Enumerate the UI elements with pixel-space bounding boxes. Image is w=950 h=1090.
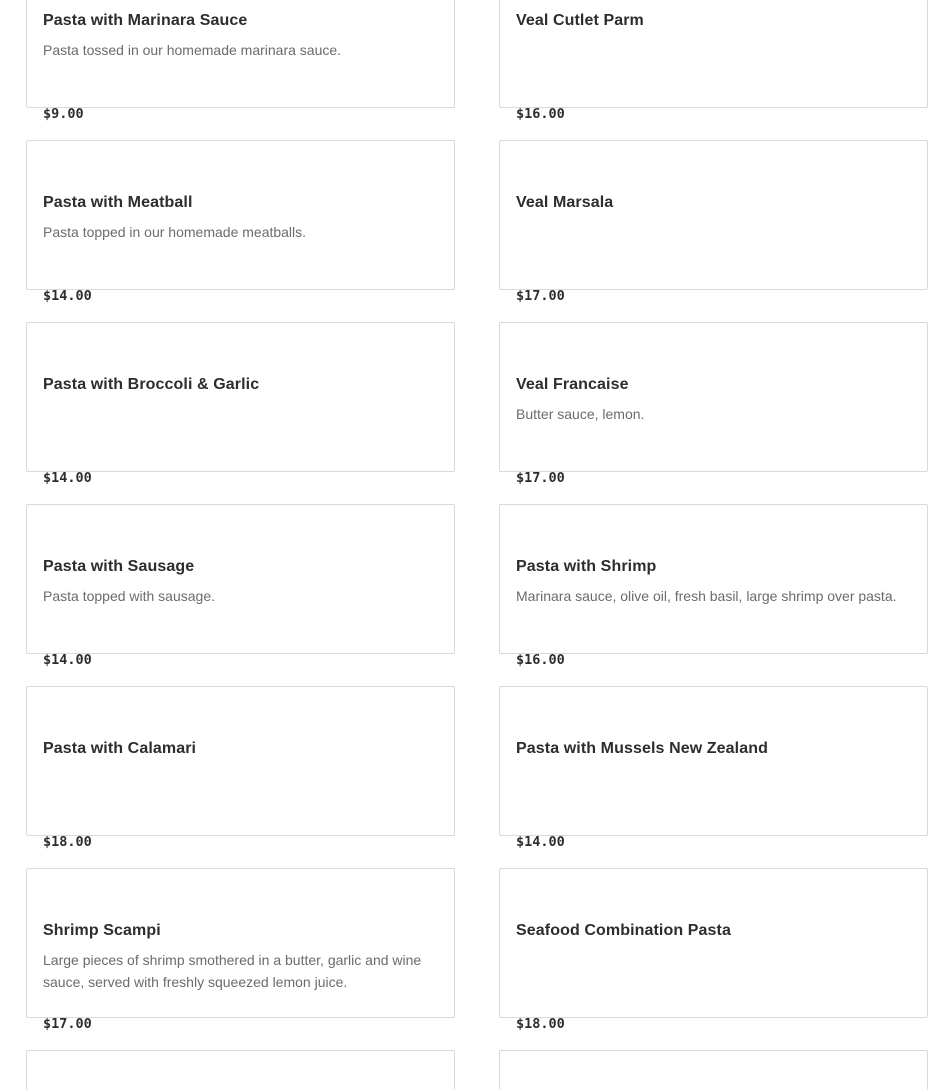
menu-item-card[interactable]: [499, 686, 928, 850]
menu-item-price: $18.00: [43, 834, 92, 850]
menu-item-description: Large pieces of shrimp smothered in a butter, garlic and wine sauce, served with freshly squeezed lemon juice.: [43, 952, 422, 990]
menu-item-card[interactable]: [26, 686, 455, 850]
menu-item-name: Pasta with Sausage: [43, 558, 195, 575]
menu-item-price: $14.00: [43, 470, 92, 486]
menu-item-price: $9.00: [43, 106, 84, 122]
menu-item-card[interactable]: [499, 504, 928, 668]
menu-item-price: $17.00: [43, 1016, 92, 1032]
menu-items-grid: [26, 0, 928, 1090]
menu-item-price: $14.00: [43, 652, 92, 668]
menu-item-description: Marinara sauce, olive oil, fresh basil, large shrimp over pasta.: [516, 588, 897, 604]
menu-item-name: Pasta with Broccoli & Garlic: [43, 376, 260, 393]
menu-item-name: Seafood Combination Pasta: [516, 922, 731, 939]
menu-item-name: Shrimp Scampi: [43, 922, 161, 939]
menu-item-card[interactable]: [499, 1050, 928, 1090]
menu-item-name: Veal Marsala: [516, 194, 614, 211]
menu-item-card[interactable]: [499, 868, 928, 1032]
menu-item-price: $14.00: [516, 834, 565, 850]
menu-item-name: Veal Francaise: [516, 376, 629, 393]
menu-item-card[interactable]: [499, 0, 928, 122]
menu-item-card[interactable]: [26, 140, 455, 304]
menu-item-price: $17.00: [516, 288, 565, 304]
menu-item-card[interactable]: [26, 0, 455, 122]
menu-item-name: Pasta with Shrimp: [516, 558, 657, 575]
menu-item-description: Pasta topped in our homemade meatballs.: [43, 224, 307, 240]
menu-item-description: Butter sauce, lemon.: [516, 406, 645, 422]
menu-item-name: Pasta with Calamari: [43, 740, 197, 757]
menu-item-name: Pasta with Marinara Sauce: [43, 12, 248, 29]
menu-item-card[interactable]: [26, 1050, 455, 1090]
menu-item-price: $16.00: [516, 652, 565, 668]
menu-item-name: Pasta with Mussels New Zealand: [516, 740, 768, 757]
menu-item-description: Pasta topped with sausage.: [43, 588, 216, 604]
menu-item-card[interactable]: [499, 140, 928, 304]
menu-item-price: $18.00: [516, 1016, 565, 1032]
menu-item-description: Pasta tossed in our homemade marinara sauce.: [43, 42, 342, 58]
menu-item-card[interactable]: [26, 504, 455, 668]
menu-item-name: Pasta with Meatball: [43, 194, 193, 211]
menu-item-price: $16.00: [516, 106, 565, 122]
menu-item-name: Veal Cutlet Parm: [516, 12, 644, 29]
menu-item-card[interactable]: [26, 868, 455, 1032]
menu-item-price: $17.00: [516, 470, 565, 486]
menu-item-card[interactable]: [499, 322, 928, 486]
menu-item-card[interactable]: [26, 322, 455, 486]
menu-item-price: $14.00: [43, 288, 92, 304]
